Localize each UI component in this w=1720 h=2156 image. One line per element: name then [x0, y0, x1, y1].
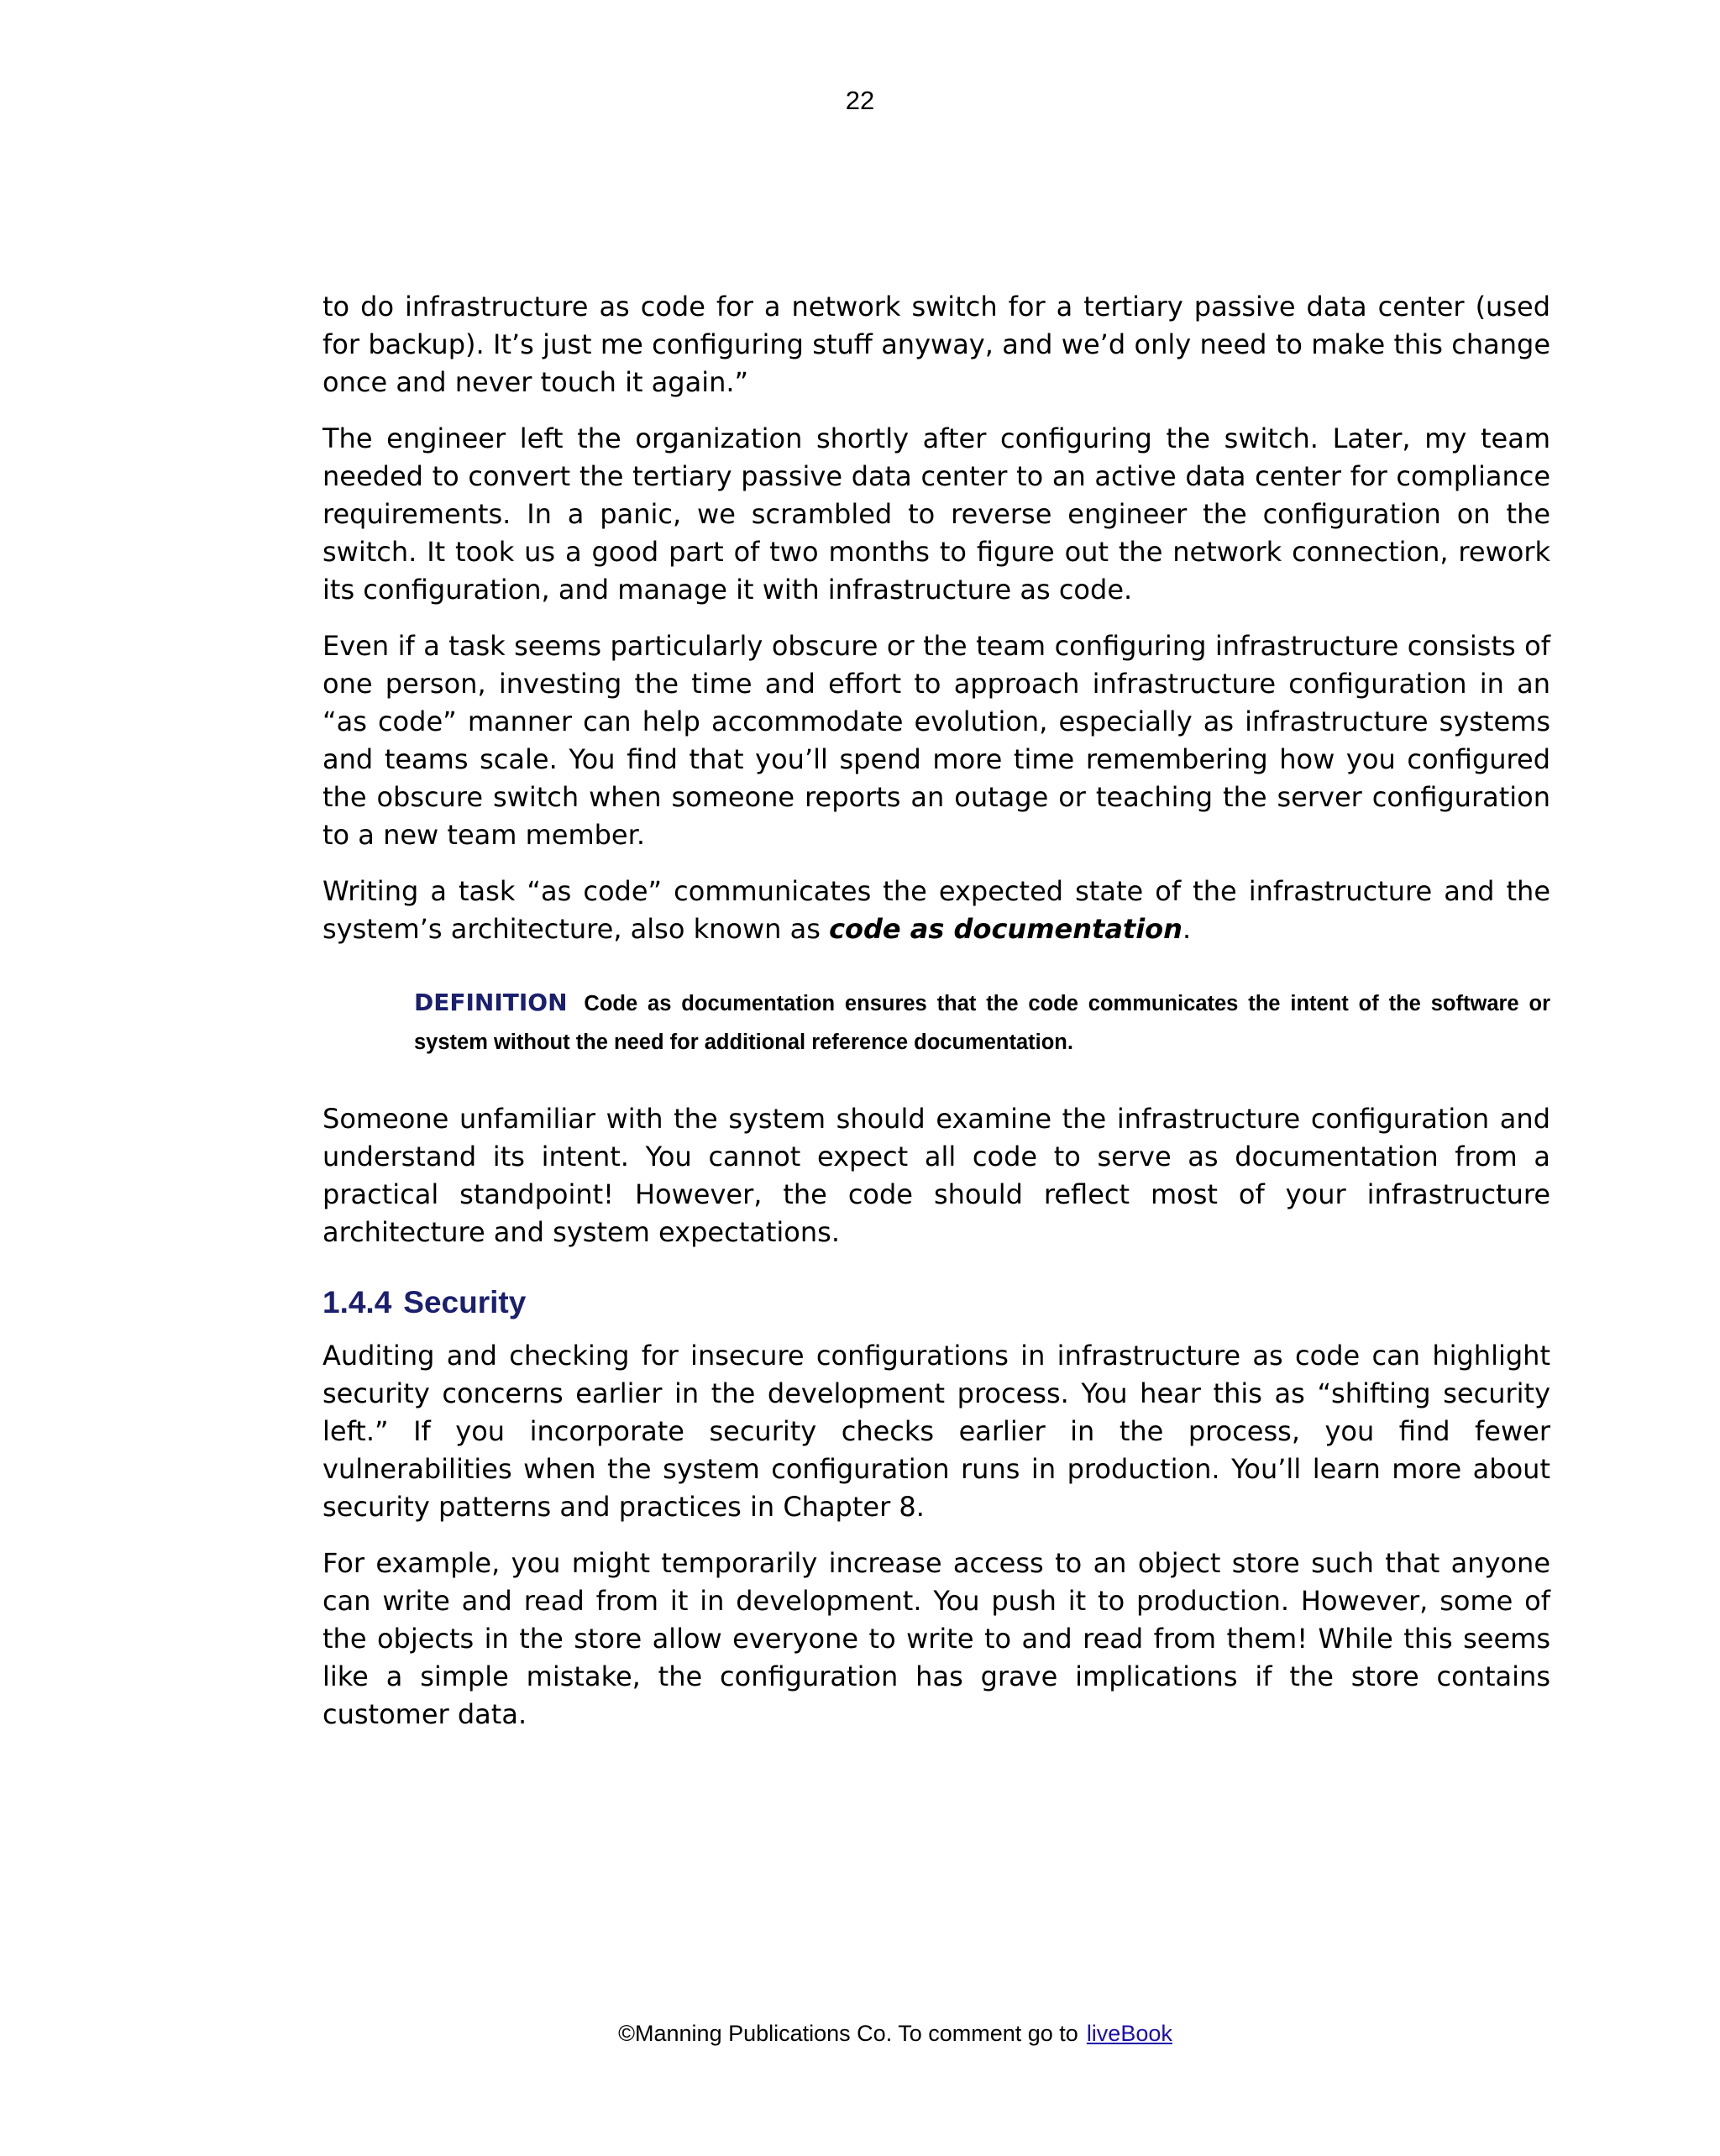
paragraph: For example, you might temporarily increase access to an object store such that anyone can write and read from it in development. You push it to production. However, some of the objects in the store allow everyone to write to and read from them! While this seems like a simple mistake, the configuration has grave implications if the store contains customer data. — [322, 1547, 1550, 1730]
footer-text: ©Manning Publications Co. To comment go to — [618, 2021, 1078, 2046]
definition-label: DEFINITION — [414, 989, 568, 1016]
paragraph-text: Writing a task “as code” communicates the expected state of the infrastructure and the system’s architecture, also known as — [322, 875, 1550, 945]
paragraph: Someone unfamiliar with the system should examine the infrastructure configuration and understand its intent. You cannot expect all code to serve as documentation from a practical standpoint! However, the code should reflect most of your infrastructure architecture and system expectations. — [322, 1103, 1550, 1248]
livebook-link[interactable]: liveBook — [1086, 2021, 1172, 2046]
page-number: 22 — [845, 86, 875, 115]
paragraph: Auditing and checking for insecure configurations in infrastructure as code can highlight security concerns earlier in the development process. You hear this as “shifting security left.” If you incorporate security checks earlier in the process, you find fewer vulnerabilities when the system configuration runs in production. You’ll learn more about security patterns and practices in Chapter 8. — [322, 1340, 1550, 1523]
section-number: 1.4.4 — [322, 1285, 392, 1319]
paragraph: to do infrastructure as code for a network switch for a tertiary passive data center (used for backup). It’s just me configuring stuff anyway, and we’d only need to make this change once and never touch it again.” — [322, 291, 1550, 398]
footer — [0, 2018, 1720, 2048]
paragraph: The engineer left the organization shortly after configuring the switch. Later, my team needed to convert the tertiary passive data center to an active data center for compliance requirements. In a panic, we scrambled to reverse engineer the configuration on the switch. It took us a good part of two months to figure out the network connection, rework its configuration, and manage it with infrastructure as code. — [322, 422, 1550, 606]
page-body — [322, 288, 1550, 1752]
paragraph: Even if a task seems particularly obscure or the team configuring infrastructure consists of one person, investing the time and effort to approach infrastructure configuration in an “as code” manner can help accommodate evolution, especially as infrastructure systems and teams scale. You find that you’ll spend more time remembering how you configured the obscure switch when someone reports an outage or teaching the server configuration to a new team member. — [322, 630, 1550, 851]
code-as-documentation-paragraph — [322, 873, 1550, 948]
definition-box — [414, 984, 1550, 1062]
emphasized-term: code as documentation — [829, 913, 1182, 945]
definition-text: Code as documentation ensures that the code communicates the intent of the software or system without the need for additional reference documentation. — [414, 992, 1550, 1054]
section-title: Security — [403, 1285, 527, 1319]
paragraph-text-end: . — [1182, 913, 1192, 945]
section-heading — [322, 1283, 1550, 1322]
